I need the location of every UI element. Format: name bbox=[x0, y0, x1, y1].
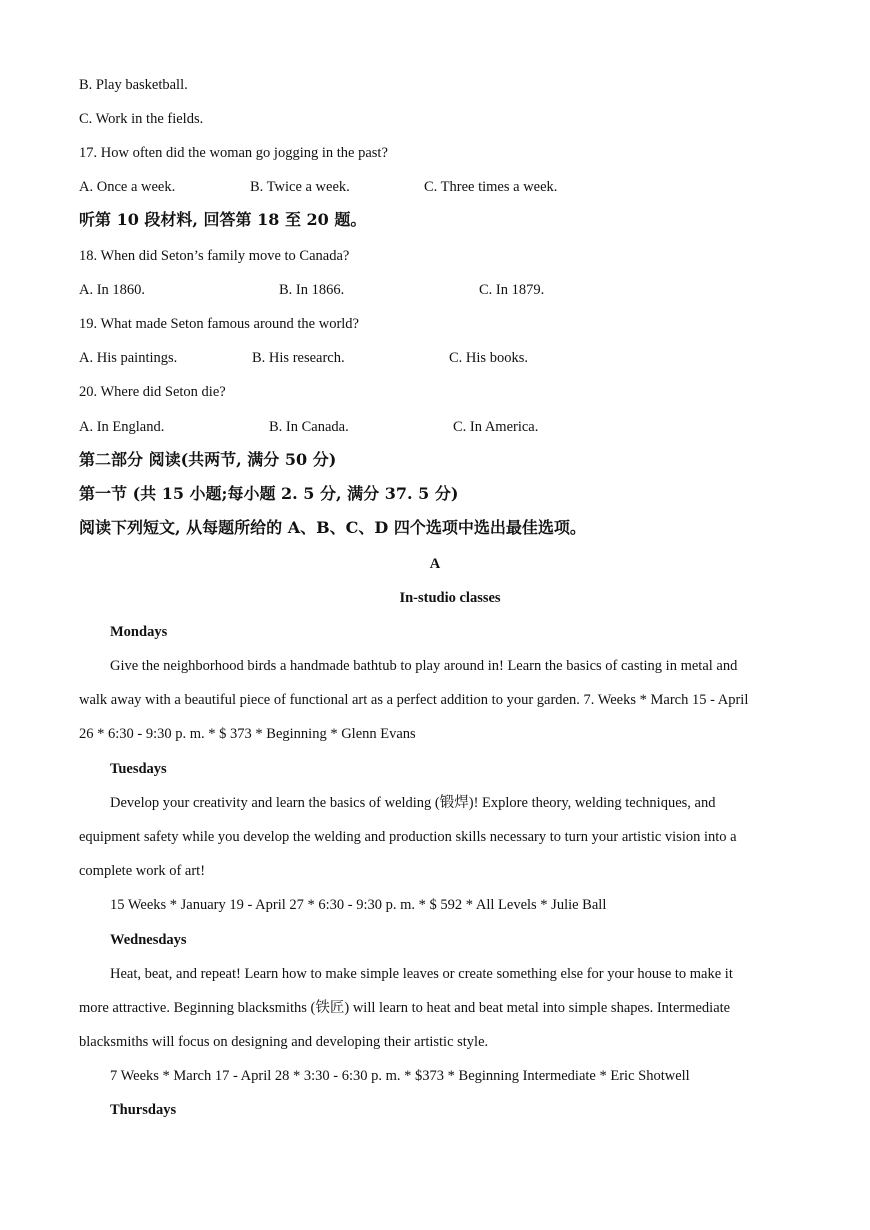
tuesdays-line-1: Develop your creativity and learn the basics of welding (锻焊)! Explore theory, welding techniques, and bbox=[110, 795, 716, 811]
mondays-line-3: 26 * 6:30 - 9:30 p. m. * $ 373 * Beginning * Glenn Evans bbox=[79, 726, 416, 742]
q20-option-c: C. In America. bbox=[453, 419, 539, 435]
q16-option-b: B. Play basketball. bbox=[79, 77, 188, 93]
wednesdays-line-1: Heat, beat, and repeat! Learn how to make simple leaves or create something else for your house to make it bbox=[110, 966, 733, 982]
mondays-heading: Mondays bbox=[110, 624, 168, 640]
passage-title: In-studio classes bbox=[399, 590, 501, 606]
q20-option-a: A. In England. bbox=[79, 419, 165, 435]
tuesdays-line-2: equipment safety while you develop the welding and production skills necessary to turn your artistic vision into a bbox=[79, 829, 737, 845]
q17-option-b: B. Twice a week. bbox=[250, 179, 350, 195]
tuesdays-heading: Tuesdays bbox=[110, 761, 167, 777]
thursdays-heading: Thursdays bbox=[110, 1102, 177, 1118]
q19-option-c: C. His books. bbox=[449, 350, 528, 366]
q20-question: 20. Where did Seton die? bbox=[79, 384, 226, 400]
q18-question: 18. When did Seton’s family move to Canada? bbox=[79, 248, 350, 264]
q19-option-b: B. His research. bbox=[252, 350, 345, 366]
mondays-line-1: Give the neighborhood birds a handmade bathtub to play around in! Learn the basics of casting in metal and bbox=[110, 658, 738, 674]
wednesdays-line-2: more attractive. Beginning blacksmiths (铁匠) will learn to heat and beat metal into simple shapes. Intermediate bbox=[79, 1000, 731, 1016]
passage-letter: A bbox=[429, 556, 441, 572]
tuesdays-details: 15 Weeks * January 19 - April 27 * 6:30 - 9:30 p. m. * $ 592 * All Levels * Julie Ball bbox=[110, 897, 607, 913]
part2-heading: 第二部分 阅读(共两节, 满分 50 分) bbox=[79, 450, 337, 469]
section1-heading: 第一节 (共 15 小题;每小题 2. 5 分, 满分 37. 5 分) bbox=[79, 484, 459, 503]
reading-instruction: 阅读下列短文, 从每题所给的 A、B、C、D 四个选项中选出最佳选项。 bbox=[79, 518, 586, 537]
section10-heading: 听第 10 段材料, 回答第 18 至 20 题。 bbox=[79, 210, 367, 229]
q20-option-b: B. In Canada. bbox=[269, 419, 349, 435]
q18-option-a: A. In 1860. bbox=[79, 282, 146, 298]
mondays-line-2: walk away with a beautiful piece of functional art as a perfect addition to your garden. 7. Weeks * March 15 - April bbox=[79, 692, 749, 708]
q17-question: 17. How often did the woman go jogging in the past? bbox=[79, 145, 388, 161]
tuesdays-line-3: complete work of art! bbox=[79, 863, 206, 879]
wednesdays-heading: Wednesdays bbox=[110, 932, 187, 948]
wednesdays-line-3: blacksmiths will focus on designing and developing their artistic style. bbox=[79, 1034, 489, 1050]
q18-option-b: B. In 1866. bbox=[279, 282, 345, 298]
q18-option-c: C. In 1879. bbox=[479, 282, 545, 298]
q17-option-c: C. Three times a week. bbox=[424, 179, 558, 195]
q19-option-a: A. His paintings. bbox=[79, 350, 178, 366]
q16-option-c: C. Work in the fields. bbox=[79, 111, 204, 127]
wednesdays-details: 7 Weeks * March 17 - April 28 * 3:30 - 6:30 p. m. * $373 * Beginning Intermediate * Eric Shotwell bbox=[110, 1068, 690, 1084]
q17-option-a: A. Once a week. bbox=[79, 179, 176, 195]
q19-question: 19. What made Seton famous around the world? bbox=[79, 316, 359, 332]
